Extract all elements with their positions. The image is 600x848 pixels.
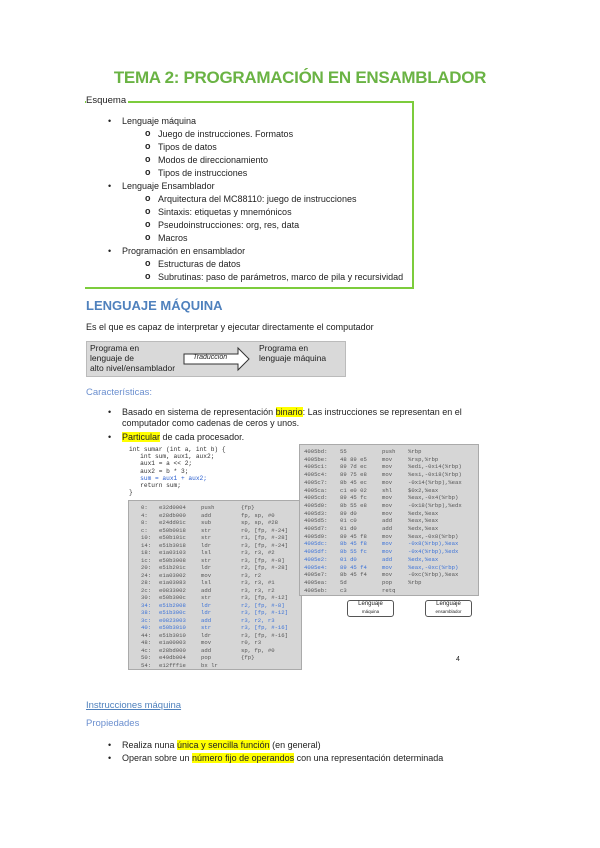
diagram-target bbox=[259, 343, 326, 363]
outline-subitem: Estructuras de datos bbox=[158, 259, 241, 269]
asm-cell: 4005c4: bbox=[304, 471, 328, 479]
asm-cell: 48: bbox=[141, 639, 152, 646]
asm-cell: add bbox=[201, 646, 212, 654]
asm-cell: e32d0004 bbox=[159, 504, 186, 511]
sub-bullet-icon: o bbox=[145, 141, 151, 151]
asm-cell: 54: bbox=[141, 661, 152, 669]
asm-cell: r2, [fp, #-8] bbox=[241, 601, 285, 609]
bullet-single-function: Realiza nuna única y sencilla función (en general) bbox=[122, 740, 321, 750]
asm-cell: bx lr bbox=[201, 661, 218, 669]
asm-cell: 89 7d ec bbox=[340, 463, 367, 471]
asm-cell: sp, fp, #0 bbox=[241, 646, 275, 654]
asm-cell: shl bbox=[382, 486, 393, 494]
asm-cell: $0x2,%eax bbox=[408, 486, 439, 494]
asm-cell: 4005df: bbox=[304, 548, 328, 556]
asm-cell: 4005e2: bbox=[304, 555, 328, 563]
bullet-particular: Particular de cada procesador. bbox=[122, 432, 245, 442]
asm-cell: mov bbox=[382, 471, 393, 479]
section-heading: LENGUAJE MÁQUINA bbox=[86, 298, 223, 313]
asm-cell: e1a03083 bbox=[159, 579, 186, 586]
c-source-code bbox=[129, 446, 226, 496]
diagram-source bbox=[90, 343, 175, 373]
asm-cell: 4005d7: bbox=[304, 525, 328, 532]
asm-cell: e51b3010 bbox=[159, 631, 186, 639]
asm-cell: e51b201c bbox=[159, 564, 186, 571]
asm-cell: str bbox=[201, 624, 212, 631]
asm-cell: 3c: bbox=[141, 616, 152, 624]
asm-cell: -0xc(%rbp),%eax bbox=[408, 571, 459, 579]
asm-cell: mov bbox=[382, 494, 393, 502]
asm-cell: 1c: bbox=[141, 556, 152, 564]
arm-assembly-listing bbox=[128, 500, 302, 670]
asm-cell: 8b 55 fc bbox=[340, 548, 367, 556]
asm-cell: r2, [fp, #-28] bbox=[241, 564, 288, 571]
source-line: aux1 = a << 2; bbox=[129, 460, 193, 468]
bullet-icon: • bbox=[108, 116, 112, 126]
asm-cell: add bbox=[382, 517, 393, 525]
asm-cell: lsl bbox=[201, 549, 212, 556]
asm-cell: 48 89 e5 bbox=[340, 455, 367, 463]
sub-bullet-icon: o bbox=[145, 128, 151, 138]
asm-cell: mov bbox=[382, 478, 393, 486]
asm-cell: r3, r2 bbox=[241, 571, 262, 579]
asm-cell: push bbox=[382, 448, 396, 455]
outline-subitem: Arquitectura del MC88110: juego de instrucciones bbox=[158, 194, 357, 204]
asm-cell: r3, [fp, #-16] bbox=[241, 631, 288, 639]
asm-cell: %esi,-0x18(%rbp) bbox=[408, 471, 462, 479]
asm-cell: 4005be: bbox=[304, 455, 328, 463]
asm-cell: e49db004 bbox=[159, 654, 186, 661]
asm-cell: 4005e4: bbox=[304, 563, 328, 571]
asm-cell: str bbox=[201, 594, 212, 601]
asm-cell: 89 45 f4 bbox=[340, 563, 367, 571]
asm-cell: 10: bbox=[141, 534, 152, 541]
asm-cell: 38: bbox=[141, 609, 152, 616]
asm-cell: retq bbox=[382, 586, 396, 594]
asm-cell: pop bbox=[201, 654, 212, 661]
outline-subitem: Juego de instrucciones. Formatos bbox=[158, 129, 294, 139]
asm-cell: %edx,%eax bbox=[408, 509, 439, 517]
source-line: aux2 = b * 3; bbox=[129, 467, 189, 475]
asm-cell: %rbp bbox=[408, 448, 422, 455]
asm-cell: mov bbox=[382, 540, 393, 548]
asm-cell: r3, r3, r2 bbox=[241, 586, 275, 594]
asm-cell: add bbox=[201, 586, 212, 594]
asm-cell: 8b 45 f8 bbox=[340, 540, 367, 548]
sub-bullet-icon: o bbox=[145, 219, 151, 229]
asm-cell: sp, sp, #28 bbox=[241, 519, 278, 526]
outline-subitem: Tipos de datos bbox=[158, 142, 217, 152]
asm-cell: e28bd000 bbox=[159, 646, 186, 654]
asm-cell: add bbox=[382, 555, 393, 563]
asm-cell: 4005bd: bbox=[304, 448, 328, 455]
asm-cell: {fp} bbox=[241, 654, 255, 661]
asm-cell: 4005d5: bbox=[304, 517, 328, 525]
asm-cell: e0833002 bbox=[159, 586, 186, 594]
sub-bullet-icon: o bbox=[145, 232, 151, 242]
asm-cell: -0x14(%rbp),%eax bbox=[408, 478, 462, 486]
asm-cell: c: bbox=[141, 526, 148, 534]
asm-cell: c3 bbox=[340, 586, 347, 594]
asm-cell: r3, r2, r3 bbox=[241, 616, 275, 624]
asm-cell: ldr bbox=[201, 601, 212, 609]
asm-cell: %edi,-0x14(%rbp) bbox=[408, 463, 462, 471]
asm-cell: 4005e7: bbox=[304, 571, 328, 579]
asm-cell: mov bbox=[382, 463, 393, 471]
asm-cell: 50: bbox=[141, 654, 152, 661]
outline-subitem: Subrutinas: paso de parámetros, marco de pila y recursividad bbox=[158, 272, 404, 282]
asm-cell: ldr bbox=[201, 609, 212, 616]
bullet-icon: • bbox=[108, 246, 112, 256]
diagram-target-line: lenguaje máquina bbox=[259, 353, 327, 363]
asm-cell: r3, [fp, #-8] bbox=[241, 556, 285, 564]
asm-cell: 4005d9: bbox=[304, 532, 328, 540]
asm-cell: e51b2008 bbox=[159, 601, 186, 609]
asm-cell: e50b3010 bbox=[159, 624, 186, 631]
outline-item: Lenguaje máquina bbox=[122, 116, 197, 126]
asm-cell: r3, [fp, #-12] bbox=[241, 609, 288, 616]
source-line: return sum; bbox=[129, 482, 181, 490]
asm-cell: -0x8(%rbp),%eax bbox=[408, 540, 459, 548]
sub-bullet-icon: o bbox=[145, 154, 151, 164]
diagram-source-line: alto nivel/ensamblador bbox=[90, 363, 176, 373]
outline-subitem: Tipos de instrucciones bbox=[158, 168, 248, 178]
asm-cell: e50b101c bbox=[159, 534, 186, 541]
asm-cell: add bbox=[382, 525, 393, 532]
asm-cell: 01 d0 bbox=[340, 555, 357, 563]
asm-cell: r1, [fp, #-28] bbox=[241, 534, 288, 541]
asm-cell: ldr bbox=[201, 541, 212, 549]
asm-cell: 01 c0 bbox=[340, 517, 357, 525]
asm-cell: 40: bbox=[141, 624, 152, 631]
asm-cell: e50b0018 bbox=[159, 526, 186, 534]
characteristics-label: Características: bbox=[86, 387, 152, 398]
asm-cell: str bbox=[201, 534, 212, 541]
asm-cell: mov bbox=[382, 509, 393, 517]
asm-cell: %eax,-0x4(%rbp) bbox=[408, 494, 459, 502]
asm-cell: mov bbox=[382, 563, 393, 571]
outline-subitem: Sintaxis: etiquetas y mnemónicos bbox=[158, 207, 292, 217]
asm-cell: {fp} bbox=[241, 504, 255, 511]
asm-cell: 01 d0 bbox=[340, 525, 357, 532]
code-comparison-image bbox=[123, 444, 483, 669]
asm-cell: 2c: bbox=[141, 586, 152, 594]
asm-cell: r3, [fp, #-12] bbox=[241, 594, 288, 601]
asm-cell: %eax,%eax bbox=[408, 517, 439, 525]
asm-cell: e12fff1e bbox=[159, 661, 186, 669]
asm-cell: mov bbox=[382, 548, 393, 556]
asm-cell: push bbox=[201, 504, 215, 511]
asm-cell: fp, sp, #0 bbox=[241, 511, 275, 519]
asm-cell: add bbox=[201, 616, 212, 624]
asm-cell: ldr bbox=[201, 564, 212, 571]
asm-cell: 4005eb: bbox=[304, 586, 328, 594]
asm-cell: 30: bbox=[141, 594, 152, 601]
asm-cell: 4005dc: bbox=[304, 540, 328, 548]
sub-bullet-icon: o bbox=[145, 206, 151, 216]
bullet-icon: • bbox=[108, 753, 112, 763]
asm-cell: mov bbox=[382, 532, 393, 540]
diagram-source-line: Programa en bbox=[90, 343, 140, 353]
asm-cell: e1a03002 bbox=[159, 571, 186, 579]
asm-cell: 4005c1: bbox=[304, 463, 328, 471]
asm-cell: e28db000 bbox=[159, 511, 186, 519]
asm-cell: 89 45 f8 bbox=[340, 532, 367, 540]
asm-cell: ldr bbox=[201, 631, 212, 639]
asm-cell: str bbox=[201, 526, 212, 534]
asm-cell: 4005d3: bbox=[304, 509, 328, 517]
outline-label: Esquema bbox=[86, 95, 127, 106]
sub-bullet-icon: o bbox=[145, 167, 151, 177]
asm-cell: 55 bbox=[340, 448, 347, 455]
asm-cell: 4: bbox=[141, 511, 148, 519]
asm-cell: 8b 45 f4 bbox=[340, 571, 367, 579]
translation-diagram bbox=[86, 341, 346, 377]
source-line: int sum, aux1, aux2; bbox=[129, 453, 215, 461]
asm-cell: 8b 55 e8 bbox=[340, 501, 367, 509]
asm-cell: mov bbox=[201, 571, 212, 579]
asm-cell: 28: bbox=[141, 579, 152, 586]
asm-cell: 89 75 e8 bbox=[340, 471, 367, 479]
asm-cell: %eax,-0xc(%rbp) bbox=[408, 563, 459, 571]
asm-cell: 34: bbox=[141, 601, 152, 609]
asm-cell: 18: bbox=[141, 549, 152, 556]
asm-cell: -0x18(%rbp),%edx bbox=[408, 501, 462, 509]
asm-cell: r0, [fp, #-24] bbox=[241, 526, 288, 534]
asm-cell: lsl bbox=[201, 579, 212, 586]
source-line: sum = aux1 + aux2; bbox=[129, 474, 207, 482]
outline-item: Programación en ensamblador bbox=[122, 246, 246, 256]
sub-bullet-icon: o bbox=[145, 271, 151, 281]
asm-cell: 4c: bbox=[141, 646, 152, 654]
asm-cell: 8b 45 ec bbox=[340, 478, 367, 486]
asm-cell: e51b3018 bbox=[159, 541, 186, 549]
asm-cell: 4005c7: bbox=[304, 478, 328, 486]
intro-text: Es el que es capaz de interpretar y ejecutar directamente el computador bbox=[86, 322, 374, 332]
asm-cell: r3, r3, #1 bbox=[241, 579, 275, 586]
slide-number: 4 bbox=[456, 656, 460, 663]
bullet-fixed-operands: Operan sobre un número fijo de operandos con una representación determinada bbox=[122, 753, 444, 763]
asm-cell: e0823003 bbox=[159, 616, 186, 624]
sub-bullet-icon: o bbox=[145, 258, 151, 268]
asm-cell: e50b300c bbox=[159, 594, 186, 601]
asm-cell: -0x4(%rbp),%edx bbox=[408, 548, 459, 556]
callout-machine-language: Lenguaje máquina bbox=[347, 600, 394, 617]
asm-cell: str bbox=[201, 556, 212, 564]
bullet-icon: • bbox=[108, 407, 112, 417]
asm-cell: mov bbox=[382, 501, 393, 509]
asm-cell: sub bbox=[201, 519, 212, 526]
asm-cell: 20: bbox=[141, 564, 152, 571]
asm-cell: e24dd01c bbox=[159, 519, 186, 526]
outline-item: Lenguaje Ensamblador bbox=[122, 181, 215, 191]
asm-cell: e1a00003 bbox=[159, 639, 186, 646]
asm-cell: 89 45 fc bbox=[340, 494, 367, 502]
asm-cell: 14: bbox=[141, 541, 152, 549]
asm-cell: %rbp bbox=[408, 578, 422, 586]
outline-subitem: Macros bbox=[158, 233, 188, 243]
bullet-binary: Basado en sistema de representación binario: Las instrucciones se representan en el computador como cadenas de ceros y unos. bbox=[122, 407, 462, 428]
asm-cell: 44: bbox=[141, 631, 152, 639]
diagram-source-line: lenguaje de bbox=[90, 353, 134, 363]
diagram-target-line: Programa en bbox=[259, 343, 309, 353]
asm-cell: 5d bbox=[340, 578, 347, 586]
asm-cell: r3, r3, #2 bbox=[241, 549, 275, 556]
asm-cell: %edx,%eax bbox=[408, 555, 439, 563]
asm-cell: 24: bbox=[141, 571, 152, 579]
bullet-icon: • bbox=[108, 181, 112, 191]
asm-cell: mov bbox=[201, 639, 212, 646]
outline-subitem: Pseudoinstrucciones: org, res, data bbox=[158, 220, 300, 230]
asm-cell: r3, [fp, #-24] bbox=[241, 541, 288, 549]
asm-cell: pop bbox=[382, 578, 393, 586]
properties-label: Propiedades bbox=[86, 718, 140, 729]
asm-cell: mov bbox=[382, 455, 393, 463]
asm-cell: e51b300c bbox=[159, 609, 186, 616]
callout-assembly-language: Lenguaje ensamblador bbox=[425, 600, 472, 617]
arrow-label: Traducción bbox=[193, 354, 228, 361]
outline-subitem: Modos de direccionamiento bbox=[158, 155, 269, 165]
asm-cell: 4005ea: bbox=[304, 578, 328, 586]
sub-bullet-icon: o bbox=[145, 193, 151, 203]
asm-cell: %edx,%eax bbox=[408, 525, 439, 532]
asm-cell: mov bbox=[382, 571, 393, 579]
bullet-icon: • bbox=[108, 740, 112, 750]
asm-cell: 4005cd: bbox=[304, 494, 328, 502]
asm-cell: 4005ca: bbox=[304, 486, 328, 494]
x86-assembly-listing bbox=[299, 444, 479, 596]
asm-cell: 4005d0: bbox=[304, 501, 328, 509]
asm-cell: e1a03103 bbox=[159, 549, 186, 556]
asm-cell: r3, [fp, #-16] bbox=[241, 624, 288, 631]
asm-cell: add bbox=[201, 511, 212, 519]
asm-cell: 89 d0 bbox=[340, 509, 357, 517]
asm-cell: 0: bbox=[141, 504, 148, 511]
page-title: TEMA 2: PROGRAMACIÓN EN ENSAMBLADOR bbox=[113, 68, 487, 87]
asm-cell: %eax,-0x8(%rbp) bbox=[408, 532, 459, 540]
subsection-heading: Instrucciones máquina bbox=[86, 700, 182, 711]
asm-cell: c1 e0 02 bbox=[340, 486, 367, 494]
asm-cell: r0, r3 bbox=[241, 639, 262, 646]
source-line: } bbox=[129, 489, 133, 497]
bullet-icon: • bbox=[108, 432, 112, 442]
asm-cell: e50b3008 bbox=[159, 556, 186, 564]
source-line: int sumar (int a, int b) { bbox=[129, 446, 226, 453]
asm-cell: %rsp,%rbp bbox=[408, 455, 439, 463]
asm-cell: 8: bbox=[141, 519, 148, 526]
